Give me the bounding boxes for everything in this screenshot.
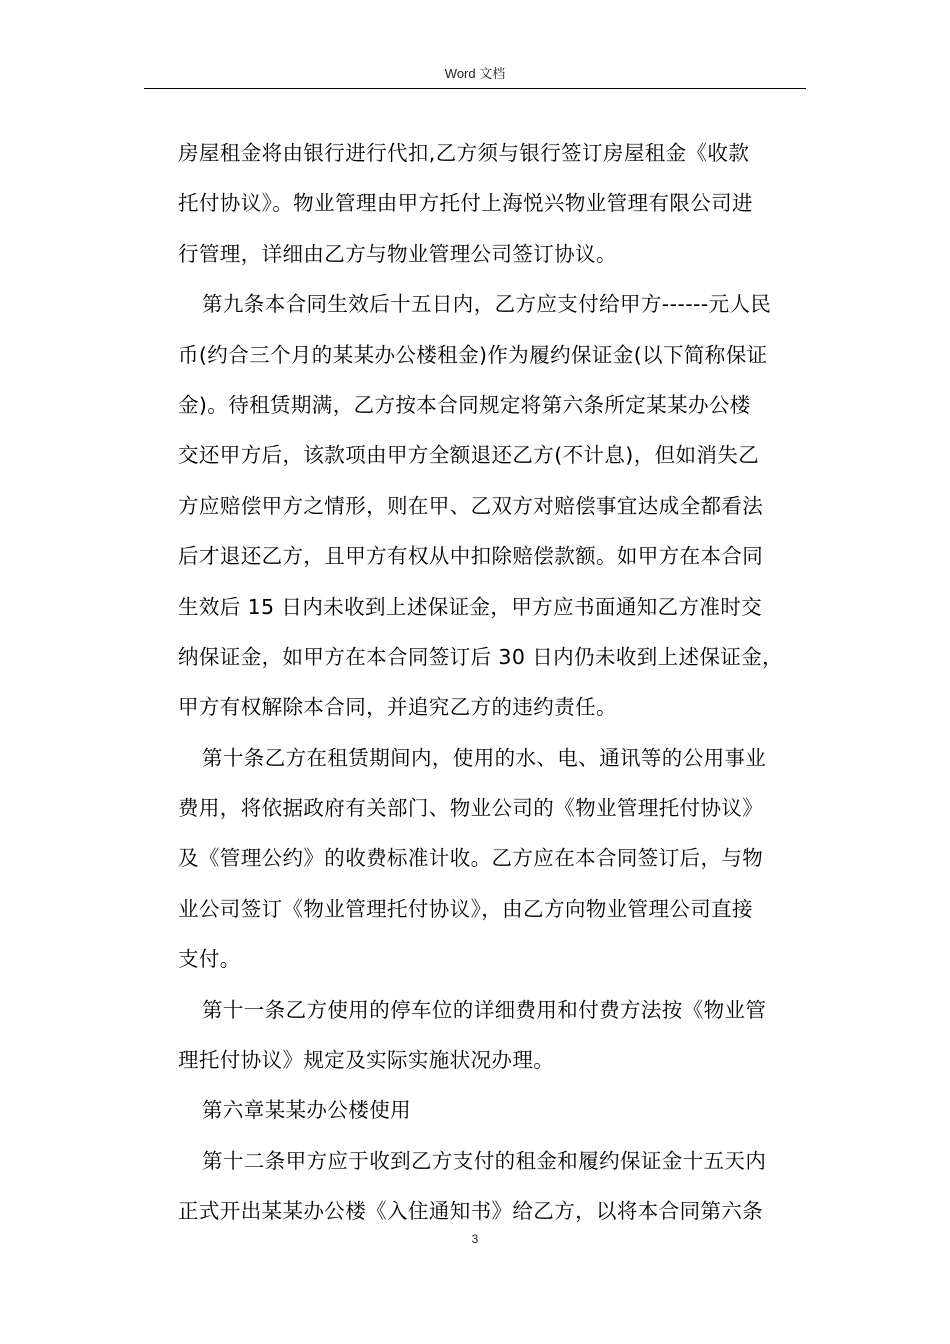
- text-line: 支付。: [178, 947, 241, 972]
- text-line: 第十条乙方在租赁期间内，使用的水、电、通讯等的公用事业: [202, 745, 767, 770]
- document-body: [178, 128, 808, 1237]
- text-line: 交还甲方后，该款项由甲方全额退还乙方(不计息)，但如消失乙: [178, 443, 760, 468]
- text-line: 第六章某某办公楼使用: [202, 1098, 411, 1123]
- text-line: 业公司签订《物业管理托付协议》，由乙方向物业管理公司直接: [178, 896, 753, 921]
- text-line: 正式开出某某办公楼《入住通知书》给乙方，以将本合同第六条: [178, 1199, 764, 1224]
- text-line: 及《管理公约》的收费标准计收。乙方应在本合同签订后，与物: [178, 846, 764, 871]
- text-line: 房屋租金将由银行进行代扣,乙方须与银行签订房屋租金《收款: [178, 141, 750, 165]
- text-line: 第十一条乙方使用的停车位的详细费用和付费方法按《物业管: [202, 997, 767, 1022]
- text-line: 托付协议》。物业管理由甲方托付上海悦兴物业管理有限公司进: [178, 191, 753, 216]
- page-number: 3: [471, 1232, 479, 1246]
- text-line: 后才退还乙方，且甲方有权从中扣除赔偿款额。如甲方在本合同: [178, 544, 764, 569]
- text-line: 费用，将依据政府有关部门、物业公司的《物业管理托付协议》: [178, 796, 764, 821]
- text-line: 甲方有权解除本合同，并追究乙方的违约责任。: [178, 695, 617, 720]
- text-line: 生效后 15 日内未收到上述保证金，甲方应书面通知乙方准时交: [178, 594, 763, 619]
- text-line: 理托付协议》规定及实际实施状况办理。: [178, 1048, 555, 1073]
- header-divider: [144, 88, 806, 89]
- text-line: 方应赔偿甲方之情形，则在甲、乙双方对赔偿事宜达成全都看法: [178, 493, 764, 518]
- text-line: 行管理，详细由乙方与物业管理公司签订协议。: [178, 241, 617, 266]
- text-line: 金)。待租赁期满，乙方按本合同规定将第六条所定某某办公楼: [178, 392, 751, 417]
- text-line: 第十二条甲方应于收到乙方支付的租金和履约保证金十五天内: [202, 1148, 767, 1173]
- page-header-label: Word 文档: [444, 66, 506, 81]
- text-line: 币(约合三个月的某某办公楼租金)作为履约保证金(以下简称保证: [178, 342, 768, 367]
- text-line: 纳保证金，如甲方在本合同签订后 30 日内仍未收到上述保证金，: [178, 644, 784, 669]
- text-line: 第九条本合同生效后十五日内，乙方应支付给甲方------元人民: [202, 292, 772, 317]
